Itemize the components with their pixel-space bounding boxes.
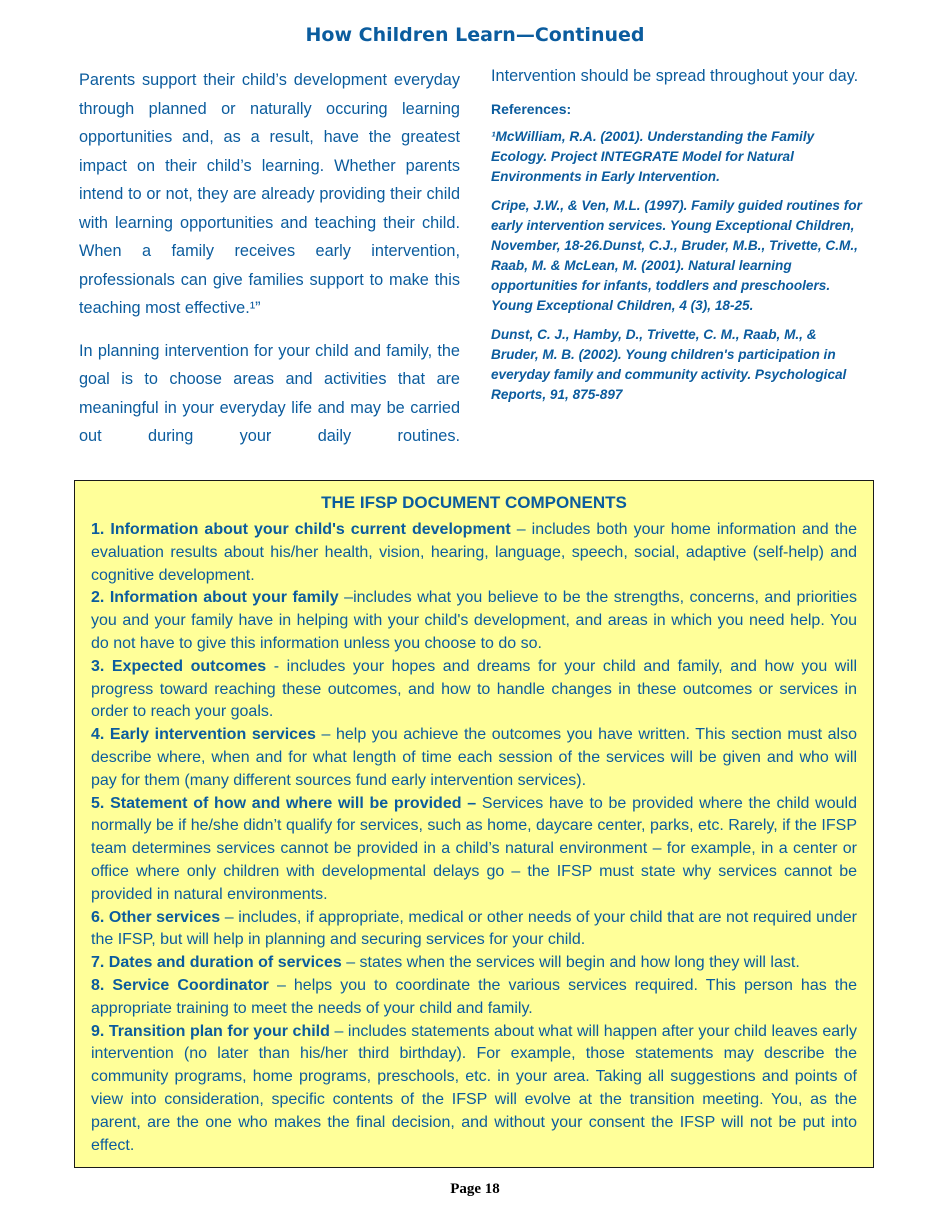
ifsp-item-text: – help you achieve the outcomes you have written. This section must also describe where, when and for what length of time each session of the services will be given and who will pay for them (many different sources fund early intervention services). bbox=[91, 726, 857, 789]
ifsp-item bbox=[91, 519, 857, 587]
ifsp-item-heading: 7. Dates and duration of services bbox=[91, 954, 342, 972]
ifsp-item-heading: 4. Early intervention services bbox=[91, 726, 316, 744]
ifsp-item bbox=[91, 724, 857, 792]
left-column bbox=[79, 66, 460, 465]
ifsp-components-box bbox=[74, 480, 874, 1168]
reference-item: Dunst, C. J., Hamby, D., Trivette, C. M., Raab, M., & Bruder, M. B. (2002). Young children's participation in everyday family and community activity. Psychological Reports, 91, 875-897 bbox=[491, 327, 847, 402]
right-column bbox=[491, 62, 865, 414]
ifsp-item-text: – includes statements about what will happen after your child leaves early intervention (no later than his/her third birthday). For example, those statements may describe the community programs, home programs, preschools, etc. in your area. Taking all suggestions and points of view into consideration, specific contents of the IFSP will evolve at the transition meeting. You, as the parent, are the one who makes the final decision, and without your consent the IFSP will not be put into effect. bbox=[91, 1022, 857, 1154]
ifsp-item-text: – helps you to coordinate the various services required. This person has the appropriate training to meet the needs of your child and family. bbox=[91, 976, 858, 1017]
ifsp-item bbox=[91, 907, 857, 953]
ifsp-item bbox=[91, 656, 857, 724]
ifsp-item bbox=[91, 793, 857, 907]
left-paragraph-1: Parents support their child’s development everyday through planned or naturally occuring learning opportunities and, as a result, have the greatest impact on their child’s learning. Whether parents intend to or not, they are already providing their child with learning opportunities and teaching their child. When a family receives early intervention, professionals can give families support to make this teaching most effective.¹” bbox=[79, 71, 460, 317]
reference-item: ¹McWilliam, R.A. (2001). Understanding the Family Ecology. Project INTEGRATE Model for Natural Environments in Early Intervention. bbox=[491, 129, 815, 184]
ifsp-item-heading: 9. Transition plan for your child bbox=[91, 1022, 330, 1040]
ifsp-item bbox=[91, 952, 857, 975]
reference-item: Cripe, J.W., & Ven, M.L. (1997). Family guided routines for early intervention services. Young Exceptional Children, November, 18-26.Dunst, C.J., Bruder, M.B., Trivette, C.M., Raab, M. & McLean, M. (2001). Natural learning opportunities for infants, toddlers and preschoolers. Young Exceptional Children, 4 (3), 18-25. bbox=[491, 198, 862, 313]
ifsp-item-heading: 1. Information about your child's current development bbox=[91, 521, 511, 538]
continuation-paragraph: Intervention should be spread throughout your day. bbox=[491, 67, 859, 85]
ifsp-item bbox=[91, 587, 857, 655]
left-paragraph-2: In planning intervention for your child and family, the goal is to choose areas and activities that are meaningful in your everyday life and may be carried out during your daily routines. bbox=[79, 341, 460, 445]
ifsp-item-text: – states when the services will begin and how long they will last. bbox=[341, 954, 800, 972]
ifsp-item-text: – includes, if appropriate, medical or other needs of your child that are not required under the IFSP, but will help in planning and securing services for your child. bbox=[91, 908, 858, 949]
ifsp-item-heading: 5. Statement of how and where will be provided – bbox=[91, 794, 477, 812]
page-number: Page 18 bbox=[450, 1181, 500, 1197]
ifsp-item-heading: 2. Information about your family bbox=[91, 589, 339, 607]
ifsp-item-text: –includes what you believe to be the strengths, concerns, and priorities you and your family have in helping with your child's development, and areas in which you need help. You do not have to give this information unless you choose to do so. bbox=[91, 589, 857, 652]
ifsp-item bbox=[91, 975, 857, 1021]
page-title: How Children Learn—Continued bbox=[305, 24, 645, 46]
ifsp-item-text: Services have to be provided where the child would normally be if he/she didn’t qualify for services, such as home, daycare center, parks, etc. Rarely, if the IFSP team determines services cannot be provided in a child’s natural environment – for example, in a center or office where only children with developmental delays go – the IFSP must state why services cannot be provided in natural environments. bbox=[91, 794, 857, 903]
ifsp-item-heading: 3. Expected outcomes bbox=[91, 657, 267, 675]
ifsp-item-text: - includes your hopes and dreams for your child and family, and how you will progress toward reaching these outcomes, and how to handle changes in these outcomes or services in order to reach your goals. bbox=[91, 657, 857, 721]
ifsp-item-heading: 8. Service Coordinator bbox=[91, 976, 269, 994]
references-heading: References: bbox=[491, 101, 572, 117]
ifsp-box-title: THE IFSP DOCUMENT COMPONENTS bbox=[321, 493, 627, 512]
ifsp-item bbox=[91, 1021, 857, 1158]
ifsp-item-heading: 6. Other services bbox=[91, 908, 221, 926]
ifsp-item-text: – includes both your home information and the evaluation results about his/her health, vision, hearing, language, speech, social, adaptive (self-help) and cognitive development. bbox=[91, 521, 857, 584]
